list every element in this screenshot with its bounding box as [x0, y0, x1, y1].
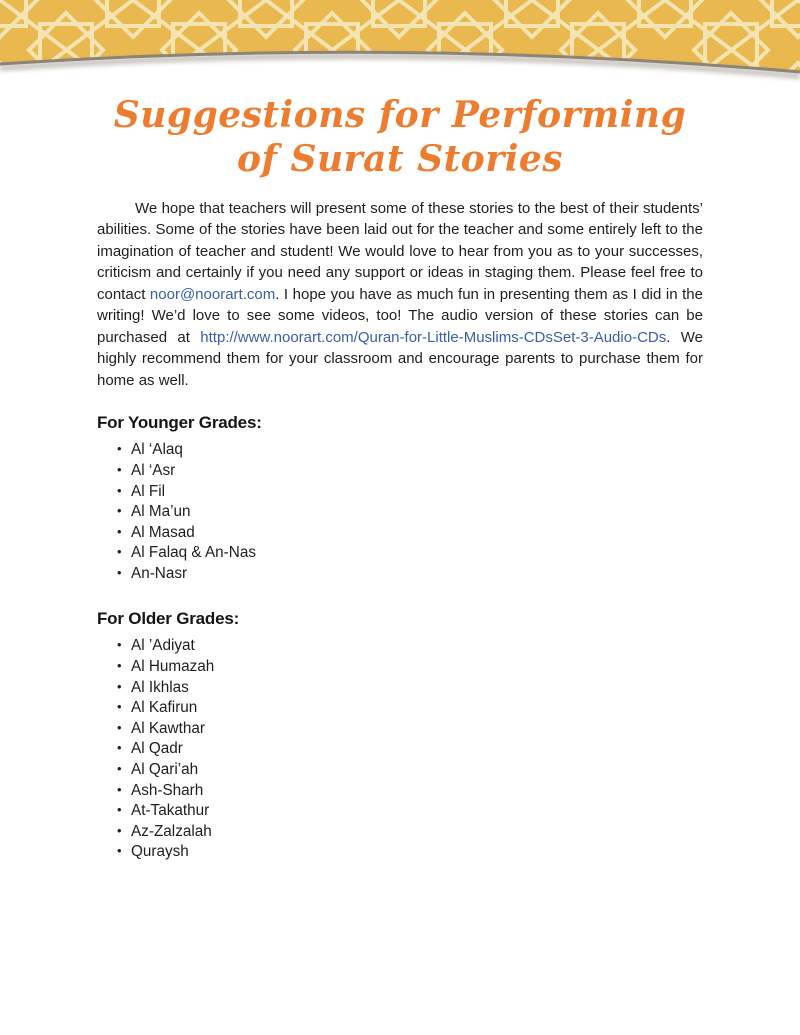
page-title: [0, 94, 800, 182]
email-link[interactable]: noor@noorart.com: [149, 285, 276, 303]
bullet-icon: •: [117, 441, 122, 457]
surah-name: An-Nasr: [131, 564, 188, 582]
bullet-icon: •: [117, 843, 122, 859]
older-grades-list: [97, 635, 703, 862]
older-grades-section: [97, 609, 703, 862]
bullet-icon: •: [117, 740, 122, 756]
bullet-icon: •: [117, 761, 122, 777]
surah-name: Al Kawthar: [131, 719, 205, 737]
surah-name: Al ‘Alaq: [131, 441, 183, 459]
bullet-icon: •: [117, 637, 122, 653]
bullet-icon: •: [117, 678, 122, 694]
younger-grades-list: [97, 439, 703, 583]
intro-paragraph: [97, 198, 703, 392]
surah-name: Al Humazah: [131, 658, 215, 676]
surah-name: Quraysh: [131, 843, 189, 861]
bullet-icon: •: [117, 564, 122, 580]
surah-name: At-Takathur: [131, 802, 210, 820]
bullet-icon: •: [117, 461, 122, 477]
surah-name: Al Ikhlas: [131, 678, 189, 696]
list-item: [117, 542, 703, 563]
list-item: [117, 635, 703, 656]
list-item: [117, 718, 703, 739]
list-item: [117, 759, 703, 780]
surah-name: Al Kafirun: [131, 699, 198, 717]
list-item: [117, 656, 703, 677]
younger-grades-section: [97, 413, 703, 583]
paragraph-text-3: . We highly recommend them for your classroom and encourage parents to purchase them for home as well.: [97, 328, 703, 389]
surah-name: Al Qari’ah: [131, 761, 199, 779]
list-item: [117, 780, 703, 801]
page-title-line1: Suggestions for Performing: [113, 94, 687, 136]
list-item: [117, 800, 703, 821]
list-item: [117, 563, 703, 584]
page-title-line2: of Surat Stories: [236, 137, 564, 180]
bullet-icon: •: [117, 658, 122, 674]
surah-name: Al ’Adiyat: [131, 637, 195, 655]
bullet-icon: •: [117, 503, 122, 519]
bullet-icon: •: [117, 699, 122, 715]
list-item: [117, 522, 703, 543]
list-item: [117, 738, 703, 759]
list-item: [117, 460, 703, 481]
surah-name: Al Qadr: [131, 740, 183, 758]
older-grades-heading: For Older Grades:: [97, 609, 240, 629]
list-item: [117, 481, 703, 502]
bullet-icon: •: [117, 822, 122, 838]
surah-name: Az-Zalzalah: [131, 822, 212, 840]
list-item: [117, 439, 703, 460]
surah-name: Al Falaq & An-Nas: [131, 544, 256, 562]
bullet-icon: •: [117, 802, 122, 818]
list-item: [117, 841, 703, 862]
bullet-icon: •: [117, 781, 122, 797]
bullet-icon: •: [117, 523, 122, 539]
paragraph-text-2: . I hope you have as much fun in presenting them as I did in the writing! We’d love to see some videos, too! The audio version of these stories can be purchased at: [97, 285, 703, 346]
surah-name: Ash-Sharh: [131, 781, 204, 799]
audio-cd-url-link[interactable]: http://www.noorart.com/Quran-for-Little-Muslims-CDsSet-3-Audio-CDs: [200, 328, 667, 346]
bullet-icon: •: [117, 544, 122, 560]
bullet-icon: •: [117, 482, 122, 498]
surah-name: Al Ma’un: [131, 503, 191, 521]
younger-grades-heading: For Younger Grades:: [97, 413, 262, 433]
list-item: [117, 501, 703, 522]
list-item: [117, 677, 703, 698]
surah-name: Al ‘Asr: [131, 461, 176, 479]
header-pattern-band: [0, 0, 800, 84]
list-item: [117, 821, 703, 842]
surah-name: Al Fil: [131, 482, 165, 500]
paragraph-text-1: We hope that teachers will present some of these stories to the best of their students’ abilities. Some of the stories have been laid out for the teacher and some entirely left to the imagination of teacher and student! We would love to hear from you as to your successes, criticism and certainly if you need any support or ideas in staging them. Please feel free to contact: [97, 199, 703, 303]
bullet-icon: •: [117, 719, 122, 735]
list-item: [117, 697, 703, 718]
surah-name: Al Masad: [131, 523, 195, 541]
